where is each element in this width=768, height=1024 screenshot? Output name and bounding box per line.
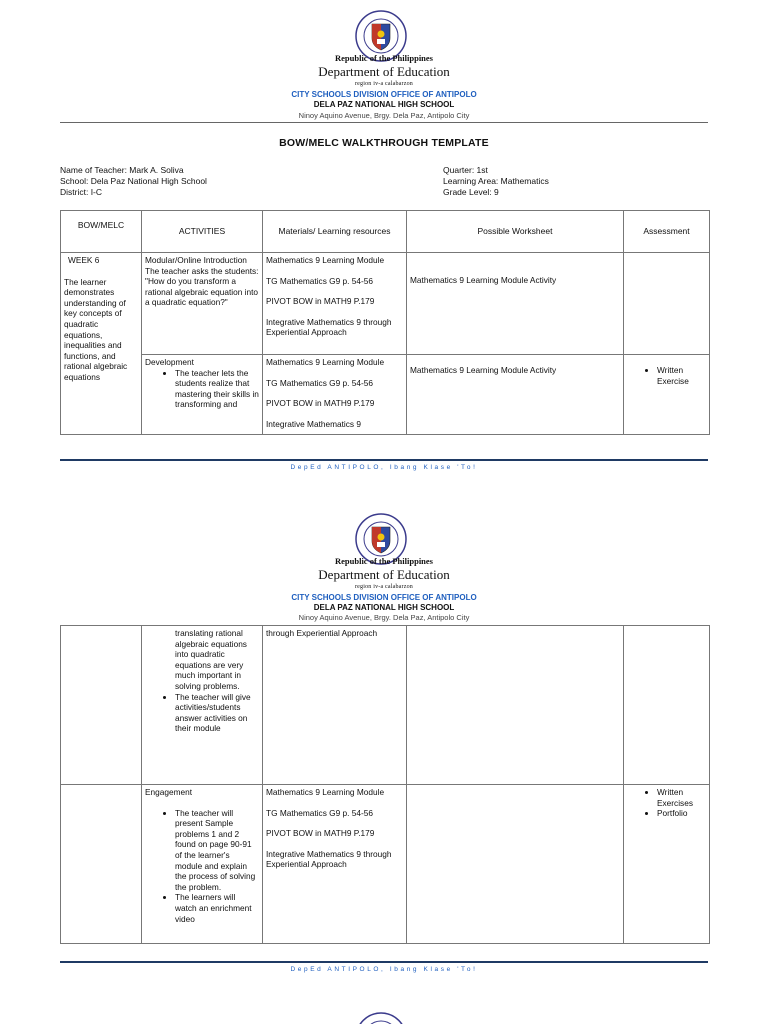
teacher-name: Name of Teacher: Mark A. Soliva (60, 165, 184, 175)
list-item: • The teacher will give activities/students answer activities on their module (175, 692, 259, 734)
header-assessment: Assessment (624, 211, 710, 253)
list-item: • Written Exercises (657, 787, 706, 808)
material-item: Mathematics 9 Learning Module (266, 255, 385, 265)
material-item: Integrative Mathematics 9 (266, 418, 361, 429)
activity-cell (142, 626, 263, 785)
activity-text: The teacher asks the students: "How do you transform a rational algebraic equation into a quadratic equation?" (145, 265, 259, 308)
republic-heading: Republic of the Philippines (334, 556, 433, 566)
table-row (61, 626, 710, 785)
list-item: • The learners will watch an enrichment video (175, 892, 259, 924)
school-name: School: Dela Paz National High School (60, 176, 207, 187)
school-line: DELA PAZ NATIONAL HIGH SCHOOL (313, 603, 455, 612)
materials-cell (263, 785, 407, 944)
material-item: Integrative Mathematics 9 through Experiential Approach (266, 848, 392, 870)
footer-divider (60, 961, 708, 963)
division-line: CITY SCHOOLS DIVISION OFFICE OF ANTIPOLO (291, 593, 477, 602)
address-line: Ninoy Aquino Avenue, Brgy. Dela Paz, Antipolo City (298, 111, 470, 120)
deped-seal-icon (355, 1012, 407, 1024)
list-item: • Portfolio (657, 808, 706, 819)
phase-label: Modular/Online Introduction (145, 255, 247, 265)
worksheet-text: Mathematics 9 Learning Module Activity (410, 275, 557, 285)
school-line: DELA PAZ NATIONAL HIGH SCHOOL (313, 100, 455, 109)
phase-label: Development (145, 357, 194, 367)
material-item: Mathematics 9 Learning Module (266, 787, 385, 797)
list-item: • The teacher lets the students realize that mastering their skills in transforming and (175, 368, 259, 410)
grade-level: Grade Level: 9 (443, 187, 499, 198)
header-activities: ACTIVITIES (142, 211, 263, 253)
learning-area: Learning Area: Mathematics (443, 176, 549, 187)
material-item: TG Mathematics G9 p. 54-56 (266, 275, 373, 286)
continued-text: translating rational algebraic equations into quadratic equations are very much important in solving problems. (175, 628, 247, 691)
melc-cell (61, 626, 142, 785)
region-line: region iv-a calabarzon (354, 584, 414, 590)
header-bow-melc: BOW/MELC (61, 211, 142, 253)
activity-list (145, 692, 259, 734)
material-item: TG Mathematics G9 p. 54-56 (266, 377, 373, 388)
quarter: Quarter: 1st (443, 165, 488, 175)
walkthrough-table-continued (60, 625, 710, 944)
list-item: • Written Exercise (657, 365, 706, 386)
worksheet-text: Mathematics 9 Learning Module Activity (410, 365, 557, 375)
address-line: Ninoy Aquino Avenue, Brgy. Dela Paz, Antipolo City (298, 613, 470, 622)
activity-cell (142, 785, 263, 944)
material-item: Mathematics 9 Learning Module (266, 357, 385, 367)
header-materials: Materials/ Learning resources (263, 211, 407, 253)
melc-cell (61, 785, 142, 944)
worksheet-cell (407, 785, 624, 944)
material-item: PIVOT BOW in MATH9 P.179 (266, 828, 375, 839)
page-title: BOW/MELC WALKTHROUGH TEMPLATE (279, 137, 489, 149)
list-item: • The teacher will present Sample problems 1 and 2 found on page 90-91 of the learner's module and explain the process of solving the problem. (175, 808, 259, 893)
worksheet-cell (407, 626, 624, 785)
division-line: CITY SCHOOLS DIVISION OFFICE OF ANTIPOLO (291, 90, 477, 99)
footer-slogan: DepEd ANTIPOLO, Ibang Klase 'To! (290, 966, 478, 973)
materials-cell (263, 626, 407, 785)
assessment-list (627, 787, 706, 819)
phase-label: Engagement (145, 787, 193, 797)
assessment-cell (624, 785, 710, 944)
table-row (61, 785, 710, 944)
material-item: through Experiential Approach (266, 628, 378, 638)
department-heading: Department of Education (318, 567, 450, 582)
material-item: PIVOT BOW in MATH9 P.179 (266, 398, 375, 409)
republic-heading: Republic of the Philippines (334, 53, 433, 63)
material-item: Integrative Mathematics 9 through Experiential Approach (266, 316, 392, 338)
week-label: WEEK 6 (68, 255, 100, 265)
region-line: region iv-a calabarzon (354, 81, 414, 87)
activity-list (145, 808, 259, 925)
material-item: PIVOT BOW in MATH9 P.179 (266, 296, 375, 307)
header-worksheet: Possible Worksheet (407, 211, 624, 253)
melc-text: The learner demonstrates understanding of key concepts of quadratic equations, inequalities and functions, and rational algebraic equations (64, 276, 128, 382)
material-item: TG Mathematics G9 p. 54-56 (266, 807, 373, 818)
district: District: I-C (60, 187, 103, 198)
assessment-cell (624, 626, 710, 785)
footer-slogan: DepEd ANTIPOLO, Ibang Klase 'To! (290, 464, 478, 471)
department-heading: Department of Education (318, 64, 450, 79)
